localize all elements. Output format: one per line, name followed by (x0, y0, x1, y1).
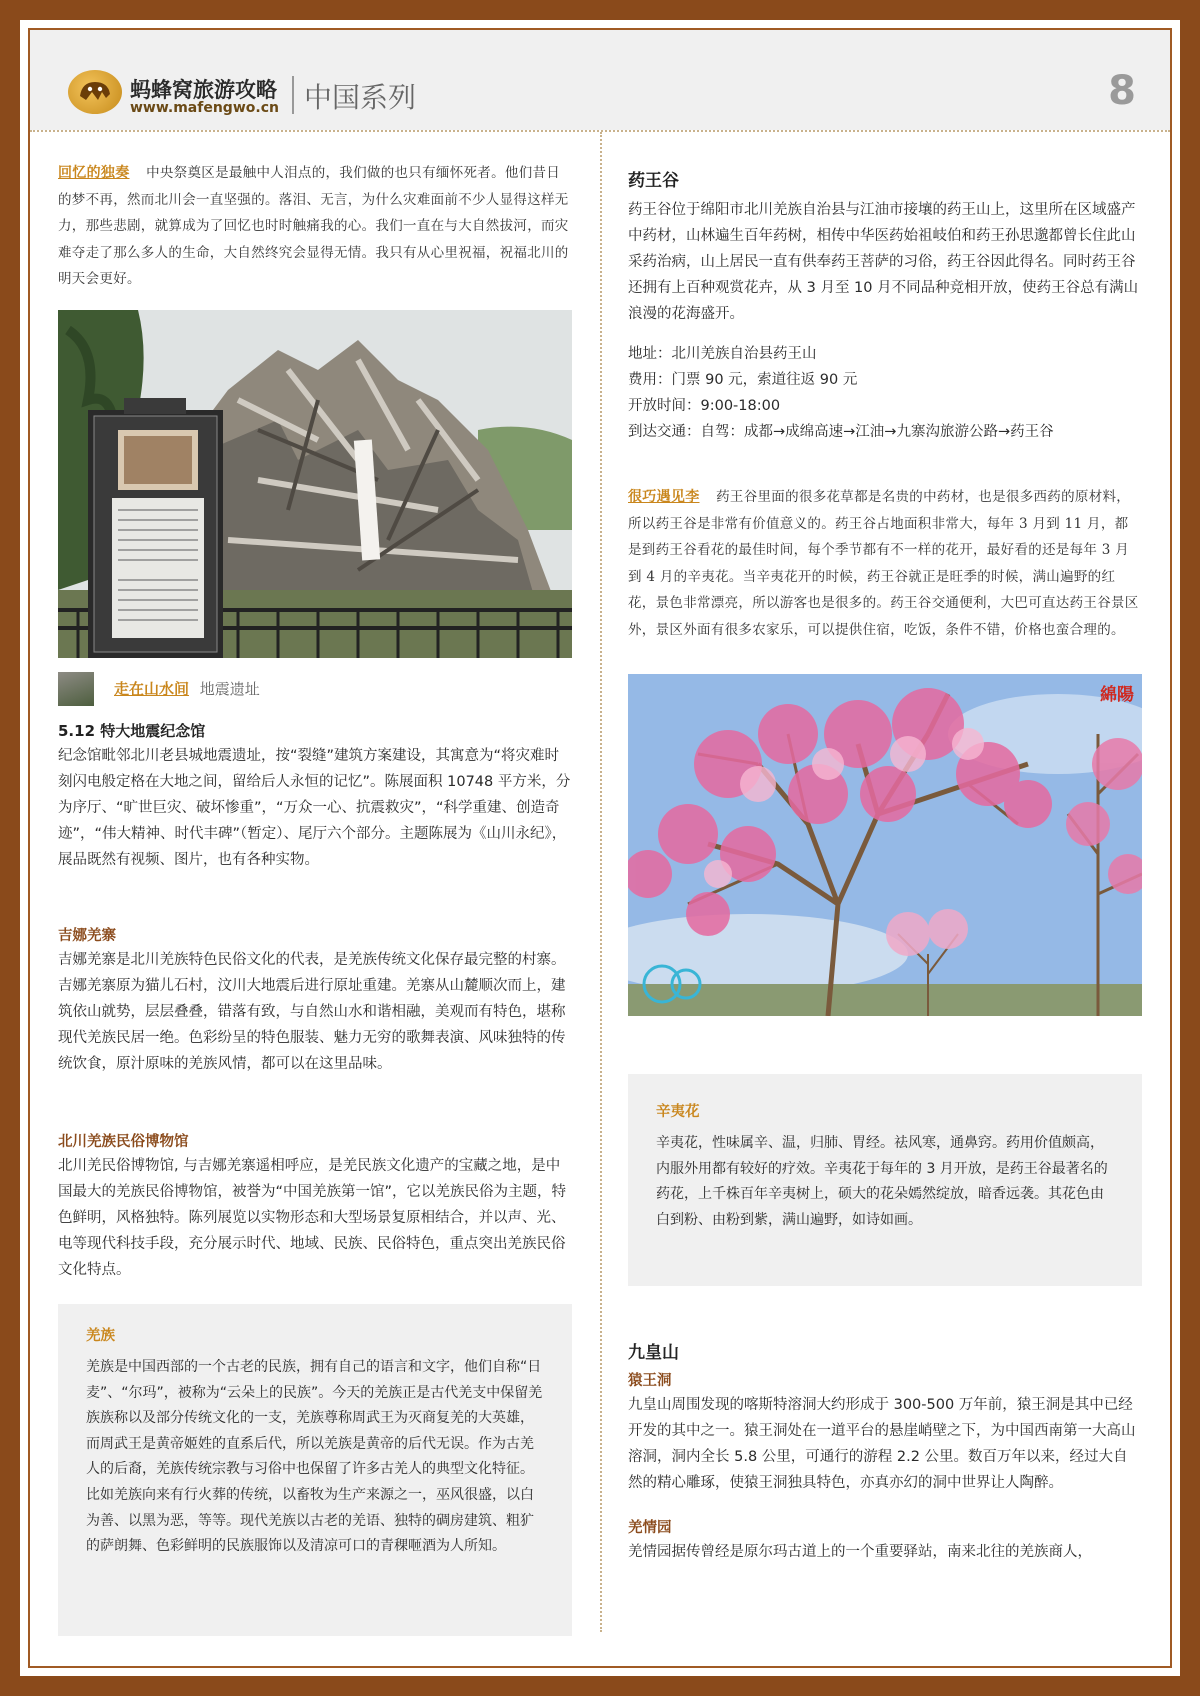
tip-text: 药王谷里面的很多花草都是名贵的中药材，也是很多西药的原材料，所以药王谷是非常有价值意义的。药王谷占地面积非常大，每年 3 月到 11 月，都是到药王谷看花的最佳时间，每个季节都有不一样的花开，最好看的还是每年 3 月到 4 月的辛夷花。当辛夷花开的时候，药王谷就正是旺季的时候，满山遍野的红花，景色非常漂亮，所以游客也是很多的。药王谷交通便利，大巴可直达药王谷景区外，景区外面有很多农家乐，可以提供住宿，吃饭，条件不错，价格也蛮合理的。 (628, 489, 1139, 638)
memorial-title: 5.12 特大地震纪念馆 (58, 722, 206, 740)
author-avatar[interactable] (58, 672, 94, 706)
photo-place: 地震遗址 (199, 680, 260, 698)
memory-paragraph (58, 160, 572, 293)
cave-title: 猿王洞 (628, 1373, 672, 1389)
header-divider (292, 76, 294, 114)
museum-section (58, 1130, 572, 1283)
memory-author-link[interactable]: 回忆的独奏 (58, 165, 130, 181)
museum-text: 北川羌民俗博物馆, 与吉娜羌寨遥相呼应，是羌民族文化遗产的宝藏之地，是中国最大的羌族民俗博物馆，被誉为“中国羌族第一馆”，它以羌族民俗为主题，特色鲜明，风格独特。陈列展览以实物形态和大型场景复原相结合，并以声、光、电等现代科技手段，充分展示时代、地域、民族、民俗特色，重点突出羌族民俗文化特点。 (58, 1158, 567, 1278)
page-number: 8 (1108, 68, 1136, 114)
memorial-section (58, 720, 572, 873)
qiang-box-text: 羌族是中国西部的一个古老的民族，拥有自己的语言和文字，他们自称“日麦”、“尔玛”，被称为“云朵上的民族”。今天的羌族正是古代羌支中保留羌族族称以及部分传统文化的一支，羌族尊称周武王为灭商复羌的大英雄，而周武王是黄帝姬姓的直系后代，所以羌族是黄帝的后代无误。作为古羌人的后裔，羌族传统宗教与习俗中也保留了许多古羌人的典型文化特征。比如羌族向来有行火葬的传统，以畜牧为生产来源之一，巫风很盛，以白为善、以黑为恶，等等。现代羌族以古老的羌语、独特的碉房建筑、粗犷的萨朗舞、色彩鲜明的民族服饰以及清凉可口的青稞咂酒为人所知。 (86, 1359, 543, 1555)
magnolia-tree-photo (628, 674, 1142, 1016)
qiang-box-title: 羌族 (86, 1328, 115, 1344)
garden-text: 羌情园据传曾经是原尔玛古道上的一个重要驿站，南来北往的羌族商人， (628, 1544, 1092, 1560)
yaowang-fee: 费用：门票 90 元，索道往返 90 元 (628, 372, 858, 388)
xinyi-info-box (628, 1074, 1142, 1286)
column-dotted-divider (600, 132, 602, 1632)
tip-paragraph (628, 484, 1142, 643)
jina-text: 吉娜羌寨是北川羌族特色民俗文化的代表，是羌族传统文化保存最完整的村寨。吉娜羌寨原为猫儿石村，汶川大地震后进行原址重建。羌寨从山麓顺次而上，建筑依山就势，层层叠叠，错落有致，与自然山水和谐相融，美观而有特色，堪称现代羌族民居一绝。色彩纷呈的特色服装、魅力无穷的歌舞表演、风味独特的传统饮食，原汁原味的羌族风情，都可以在这里品味。 (58, 952, 566, 1072)
garden-title: 羌情园 (628, 1520, 672, 1536)
jina-section (58, 924, 572, 1077)
jiuhuang-title: 九皇山 (628, 1343, 679, 1363)
yaowang-hours: 开放时间：9:00-18:00 (628, 398, 781, 414)
photo-author-link[interactable]: 走在山水间 (114, 680, 190, 698)
page-header (30, 30, 1170, 130)
photo-watermark: 綿陽 (1100, 685, 1134, 705)
page-frame (20, 20, 1180, 1676)
jiuhuang-section (628, 1338, 1142, 1565)
yaowang-text: 药王谷位于绵阳市北川羌族自治县与江油市接壤的药王山上，这里所在区域盛产中药材，山林遍生百年药树，相传中华医药始祖岐伯和药王孙思邈都曾长住此山采药治病，山上居民一直有供奉药王菩萨的习俗，药王谷因此得名。同时药王谷还拥有上百种观赏花卉，从 3 月至 10 月不同品种竞相开放，使药王谷总有满山浪漫的花海盛开。 (628, 202, 1139, 322)
xinyi-box-title: 辛夷花 (656, 1104, 700, 1120)
qiang-info-box (58, 1304, 572, 1636)
series-title: 中国系列 (304, 81, 417, 114)
museum-title: 北川羌族民俗博物馆 (58, 1134, 189, 1150)
yaowang-section (628, 166, 1142, 445)
xinyi-box-text: 辛夷花，性味属辛、温，归肺、胃经。祛风寒，通鼻窍。药用价值颇高，内服外用都有较好的疗效。辛夷花于每年的 3 月开放，是药王谷最著名的药花，上千株百年辛夷树上，硕大的花朵嫣然绽放，暗香远袭。其花色由白到粉、由粉到紫，满山遍野，如诗如画。 (656, 1135, 1108, 1228)
memorial-text: 纪念馆毗邻北川老县城地震遗址，按“裂缝”建筑方案建设，其寓意为“将灾难时刻闪电般定格在大地之间，留给后人永恒的记忆”。陈展面积 10748 平方米，分为序厅、“旷世巨灾、破坏惨重”，“万众一心、抗震救灾”，“科学重建、创造奇迹”，“伟大精神、时代丰碑”（暂定）、尾厅六个部分。主题陈展为《山川永纪》，展品既然有视频、图片，也有各种实物。 (58, 748, 571, 868)
jina-title: 吉娜羌寨 (58, 928, 116, 944)
brand-url[interactable]: www.mafengwo.cn (130, 100, 279, 116)
tip-author-link[interactable]: 很巧遇见李 (628, 489, 700, 505)
yaowang-transport: 到达交通：自驾：成都→成绵高速→江油→九寨沟旅游公路→药王谷 (628, 424, 1054, 440)
cave-text: 九皇山周围发现的喀斯特溶洞大约形成于 300-500 万年前，猿王洞是其中已经开发的其中之一。猿王洞处在一道平台的悬崖峭壁之下，为中国西南第一大高山溶洞，洞内全长 5.8 公里，可通行的游程 2.2 公里。数百万年以来，经过大自然的精心雕琢，使猿王洞独具特色，亦真亦幻的洞中世界让人陶醉。 (628, 1397, 1136, 1491)
photo-caption (114, 678, 260, 699)
mafengwo-logo-icon (68, 70, 122, 114)
yaowang-address: 地址：北川羌族自治县药王山 (628, 346, 817, 362)
brand-name: 蚂蜂窝旅游攻略 (130, 78, 277, 102)
memory-text: 中央祭奠区是最触中人泪点的，我们做的也只有缅怀死者。他们昔日的梦不再，然而北川会一直坚强的。落泪、无言，为什么灾难面前不少人显得这样无力，那些悲剧，就算成为了回忆也时时触痛我的心。我们一直在与大自然拔河，而灾难夺走了那么多人的生命，大自然终究会显得无情。我只有从心里祝福，祝福北川的明天会更好。 (58, 165, 569, 287)
yaowang-title: 药王谷 (628, 171, 679, 191)
earthquake-ruins-photo (58, 310, 572, 658)
